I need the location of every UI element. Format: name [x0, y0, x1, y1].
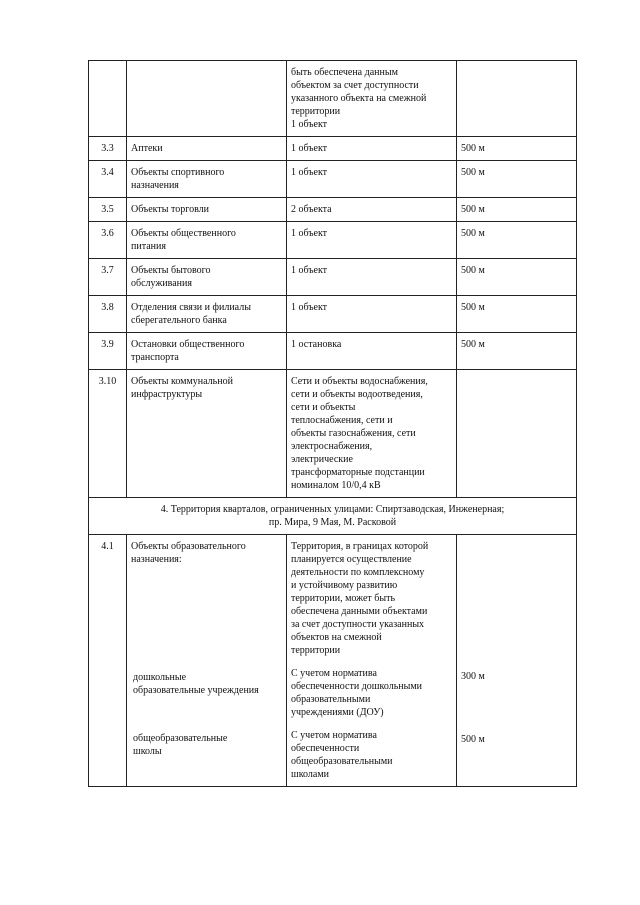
- text-line: электроснабжения,: [291, 441, 373, 452]
- number-cell: 4.1: [89, 535, 127, 787]
- text-line: 1 объект: [291, 143, 328, 154]
- text-line: инфраструктуры: [131, 389, 203, 400]
- text-line: С учетом норматива: [291, 668, 377, 679]
- number-cell: 3.8: [89, 296, 127, 333]
- value-cell: [287, 535, 457, 787]
- distance-cell: 500 м: [457, 137, 577, 161]
- distance-cell: [457, 370, 577, 498]
- text-line: 4. Территория кварталов, ограниченных улицами: Спиртзаводская, Инженерная;: [160, 504, 505, 515]
- text-line: за счет доступности указанных: [291, 619, 425, 630]
- text-line: Аптеки: [131, 143, 163, 154]
- text-line: Территория, в границах которой: [291, 541, 429, 552]
- text-line: Остановки общественного: [131, 339, 245, 350]
- value-cell: [287, 296, 457, 333]
- text-line: питания: [131, 241, 166, 252]
- section-title: [89, 498, 577, 535]
- number-cell: [89, 61, 127, 137]
- number-cell: 3.6: [89, 222, 127, 259]
- text-line: теплоснабжения, сети и: [291, 415, 393, 426]
- distance-cell: 500 м: [457, 296, 577, 333]
- text-line: Сети и объекты водоснабжения,: [291, 376, 428, 387]
- text-line: быть обеспечена данным: [291, 67, 398, 78]
- text-line: сети и объекты: [291, 402, 356, 413]
- text-line: 300 м: [461, 671, 485, 682]
- text-line: школами: [291, 769, 330, 780]
- text-line: 2 объекта: [291, 204, 332, 215]
- name-cell: [127, 333, 287, 370]
- distance-cell: 500 м: [457, 333, 577, 370]
- text-line: указанного объекта на смежной: [291, 93, 427, 104]
- text-line: 1 объект: [291, 265, 328, 276]
- table-row: [89, 161, 577, 198]
- table-row: [89, 370, 577, 498]
- text-line: образовательными: [291, 694, 371, 705]
- text-line: транспорта: [131, 352, 179, 363]
- text-line: Объекты общественного: [131, 228, 236, 239]
- value-cell: [287, 370, 457, 498]
- table-row: [89, 198, 577, 222]
- distance-cell: 500 м: [457, 259, 577, 296]
- text-line: обслуживания: [131, 278, 192, 289]
- value-cell: [287, 161, 457, 198]
- distance-cell: 500 м: [457, 198, 577, 222]
- text-line: Отделения связи и филиалы: [131, 302, 251, 313]
- text-line: 1 объект: [291, 228, 328, 239]
- text-line: образовательные учреждения: [133, 685, 259, 696]
- text-line: объекты газоснабжения, сети: [291, 428, 416, 439]
- value-cell: [287, 222, 457, 259]
- text-line: дошкольные: [133, 672, 187, 683]
- name-cell: [127, 296, 287, 333]
- text-line: 500 м: [461, 734, 485, 745]
- table-row: [89, 535, 577, 787]
- number-cell: 3.10: [89, 370, 127, 498]
- text-line: сберегательного банка: [131, 315, 227, 326]
- value-cell: [287, 61, 457, 137]
- name-cell: [127, 198, 287, 222]
- name-cell: [127, 137, 287, 161]
- number-cell: 3.4: [89, 161, 127, 198]
- text-line: Объекты торговли: [131, 204, 210, 215]
- text-line: номиналом 10/0,4 кВ: [291, 480, 381, 491]
- text-line: 1 объект: [291, 167, 328, 178]
- text-line: обеспечена данными объектами: [291, 606, 428, 617]
- text-line: территории: [291, 645, 341, 656]
- table-row: [89, 222, 577, 259]
- table-row: [89, 259, 577, 296]
- value-cell: [287, 333, 457, 370]
- section-header-row: [89, 498, 577, 535]
- text-line: 1 объект: [291, 302, 328, 313]
- requirements-table: [88, 60, 577, 787]
- name-cell: [127, 61, 287, 137]
- text-line: объектов на смежной: [291, 632, 382, 643]
- number-cell: 3.9: [89, 333, 127, 370]
- text-line: 1 объект: [291, 119, 328, 130]
- table-row: [89, 137, 577, 161]
- distance-cell: 500 м: [457, 161, 577, 198]
- name-cell: [127, 161, 287, 198]
- distance-cell: 500 м: [457, 222, 577, 259]
- text-line: планируется осуществление: [291, 554, 412, 565]
- number-cell: 3.7: [89, 259, 127, 296]
- text-line: обеспеченности: [291, 743, 360, 754]
- text-line: школы: [133, 746, 162, 757]
- text-line: сети и объекты водоотведения,: [291, 389, 423, 400]
- value-cell: [287, 198, 457, 222]
- text-line: электрические: [291, 454, 353, 465]
- text-line: пр. Мира, 9 Мая, М. Расковой: [268, 517, 397, 528]
- number-cell: 3.5: [89, 198, 127, 222]
- name-cell: [127, 535, 287, 787]
- distance-cell: [457, 535, 577, 787]
- text-line: территории, может быть: [291, 593, 396, 604]
- text-line: Объекты образовательного: [131, 541, 246, 552]
- text-line: учреждениями (ДОУ): [291, 707, 384, 718]
- distance-cell: [457, 61, 577, 137]
- name-cell: [127, 259, 287, 296]
- name-cell: [127, 370, 287, 498]
- number-cell: 3.3: [89, 137, 127, 161]
- table-row: [89, 333, 577, 370]
- text-line: С учетом норматива: [291, 730, 377, 741]
- text-line: Объекты бытового: [131, 265, 211, 276]
- text-line: трансформаторные подстанции: [291, 467, 425, 478]
- text-line: деятельности по комплексному: [291, 567, 425, 578]
- text-line: 1 остановка: [291, 339, 342, 350]
- text-line: общеобразовательные: [133, 733, 228, 744]
- text-line: назначения:: [131, 554, 182, 565]
- value-cell: [287, 137, 457, 161]
- table-row: [89, 61, 577, 137]
- text-line: объектом за счет доступности: [291, 80, 419, 91]
- text-line: Объекты коммунальной: [131, 376, 233, 387]
- text-line: и устойчивому развитию: [291, 580, 398, 591]
- name-cell: [127, 222, 287, 259]
- table-row: [89, 296, 577, 333]
- text-line: Объекты спортивного: [131, 167, 225, 178]
- value-cell: [287, 259, 457, 296]
- text-line: обеспеченности дошкольными: [291, 681, 423, 692]
- text-line: назначения: [131, 180, 179, 191]
- text-line: общеобразовательными: [291, 756, 393, 767]
- text-line: территории: [291, 106, 341, 117]
